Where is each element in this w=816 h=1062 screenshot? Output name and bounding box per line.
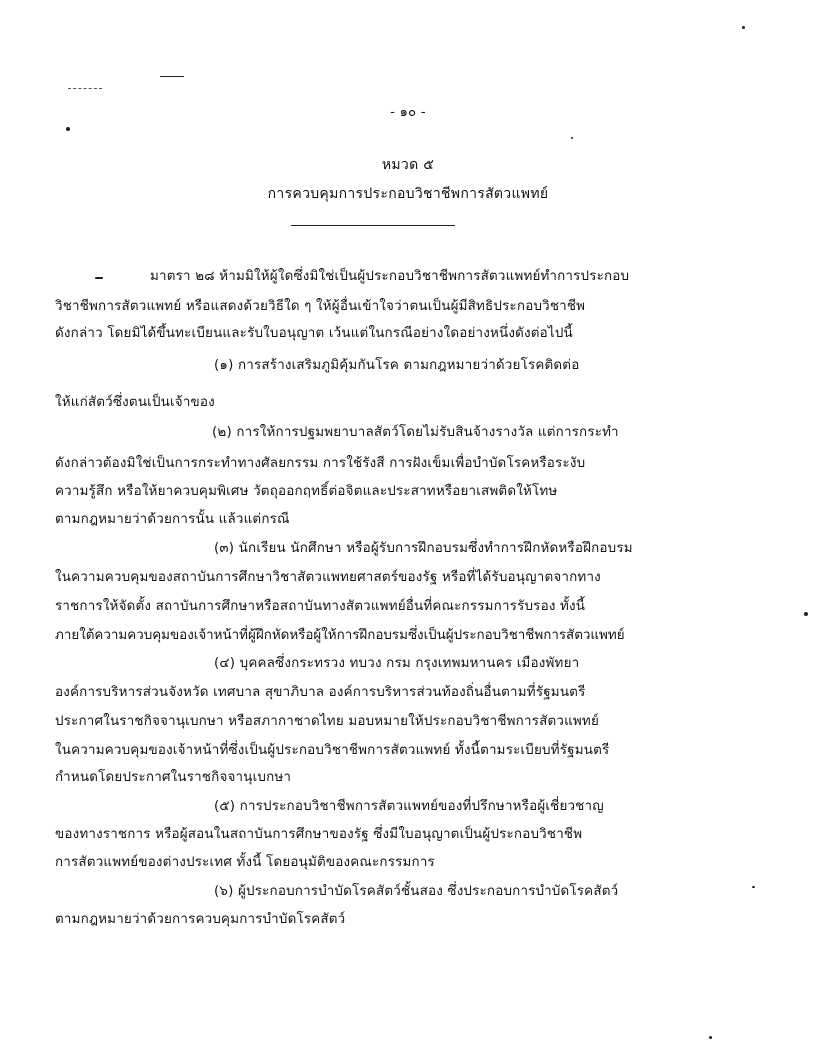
section-line: ดังกล่าว โดยมิได้ขึ้นทะเบียนและรับใบอนุญาต เว้นแต่ในกรณีอย่างใดอย่างหนึ่งดังต่อไปนี้ [55,326,573,341]
item-line: กำหนดโดยประกาศในราชกิจจานุเบกษา [55,770,292,785]
page-number: - ๑๐ - [390,105,426,120]
item-line: ประกาศในราชกิจจานุเบกษา หรือสภากาชาดไทย มอบหมายให้ประกอบวิชาชีพการสัตวแพทย์ [55,714,600,729]
item-line: (๔) บุคคลซึ่งกระทรวง ทบวง กรม กรุงเทพมหานคร เมืองพัทยา [214,656,580,671]
item-line: ตามกฎหมายว่าด้วยการควบคุมการบำบัดโรคสัตว์ [55,912,346,927]
item-line: (๓) นักเรียน นักศึกษา หรือผู้รับการฝึกอบรมซึ่งทำการฝึกหัดหรือฝึกอบรม [214,541,633,556]
chapter-title: หมวด ๕ [381,157,435,173]
scan-mark [68,88,102,89]
scan-speck [709,1036,712,1039]
scan-speck [742,26,745,29]
item-line: องค์การบริหารส่วนจังหวัด เทศบาล สุขาภิบาล องค์การบริหารส่วนท้องถิ่นอื่นตามที่รัฐมนตรี [55,685,586,700]
item-line: ให้แก่สัตว์ซึ่งตนเป็นเจ้าของ [55,395,215,410]
item-line: ในความควบคุมของสถาบันการศึกษาวิชาสัตวแพทยศาสตร์ของรัฐ หรือที่ได้รับอนุญาตจากทาง [55,570,601,585]
title-underline [291,225,455,226]
item-line: ความรู้สึก หรือให้ยาควบคุมพิเศษ วัตถุออกฤทธิ์ต่อจิตและประสาทหรือยาเสพติดให้โทษ [55,484,558,499]
item-line: (๑) การสร้างเสริมภูมิคุ้มกันโรค ตามกฎหมายว่าด้วยโรคติดต่อ [214,358,580,373]
item-line: (๖) ผู้ประกอบการบำบัดโรคสัตว์ชั้นสอง ซึ่งประกอบการบำบัดโรคสัตว์ [214,884,619,899]
item-line: การสัตวแพทย์ของต่างประเทศ ทั้งนี้ โดยอนุมัติของคณะกรรมการ [55,855,435,870]
item-line: ในความควบคุมของเจ้าหน้าที่ซึ่งเป็นผู้ประกอบวิชาชีพการสัตวแพทย์ ทั้งนี้ตามระเบียบที่รัฐมนตรี [55,743,610,758]
scan-speck [66,127,70,131]
scan-speck [571,137,573,139]
chapter-subtitle: การควบคุมการประกอบวิชาชีพการสัตวแพทย์ [267,186,549,202]
section-line: มาตรา ๒๘ ห้ามมิให้ผู้ใดซึ่งมิใช่เป็นผู้ประกอบวิชาชีพการสัตวแพทย์ทำการประกอบ [150,269,630,284]
item-line: (๒) การให้การปฐมพยาบาลสัตว์โดยไม่รับสินจ้างรางวัล แต่การกระทำ [212,425,619,440]
scan-speck [752,886,755,888]
item-line: (๕) การประกอบวิชาชีพการสัตวแพทย์ของที่ปรึกษาหรือผู้เชี่ยวชาญ [214,799,604,814]
item-line: ดังกล่าวต้องมิใช่เป็นการกระทำทางศัลยกรรม การใช้รังสี การฝังเข็มเพื่อบำบัดโรคหรือระงับ [55,456,586,471]
section-line: วิชาชีพการสัตวแพทย์ หรือแสดงด้วยวิธีใด ๆ ให้ผู้อื่นเข้าใจว่าตนเป็นผู้มีสิทธิประกอบวิชาชีพ [55,299,586,314]
item-line: ของทางราชการ หรือผู้สอนในสถาบันการศึกษาของรัฐ ซึ่งมีใบอนุญาตเป็นผู้ประกอบวิชาชีพ [55,827,583,842]
item-line: ตามกฎหมายว่าด้วยการนั้น แล้วแต่กรณี [55,512,290,527]
item-line: ภายใต้ความควบคุมของเจ้าหน้าที่ผู้ฝึกหัดหรือผู้ให้การฝึกอบรมซึ่งเป็นผู้ประกอบวิชาชีพการสัตวแพทย์ [55,628,625,643]
scan-speck [95,277,103,279]
scan-speck [804,612,808,616]
item-line: ราชการให้จัดตั้ง สถาบันการศึกษาหรือสถาบันทางสัตวแพทย์อื่นที่คณะกรรมการรับรอง ทั้งนี้ [55,599,586,614]
scan-mark [160,76,184,77]
